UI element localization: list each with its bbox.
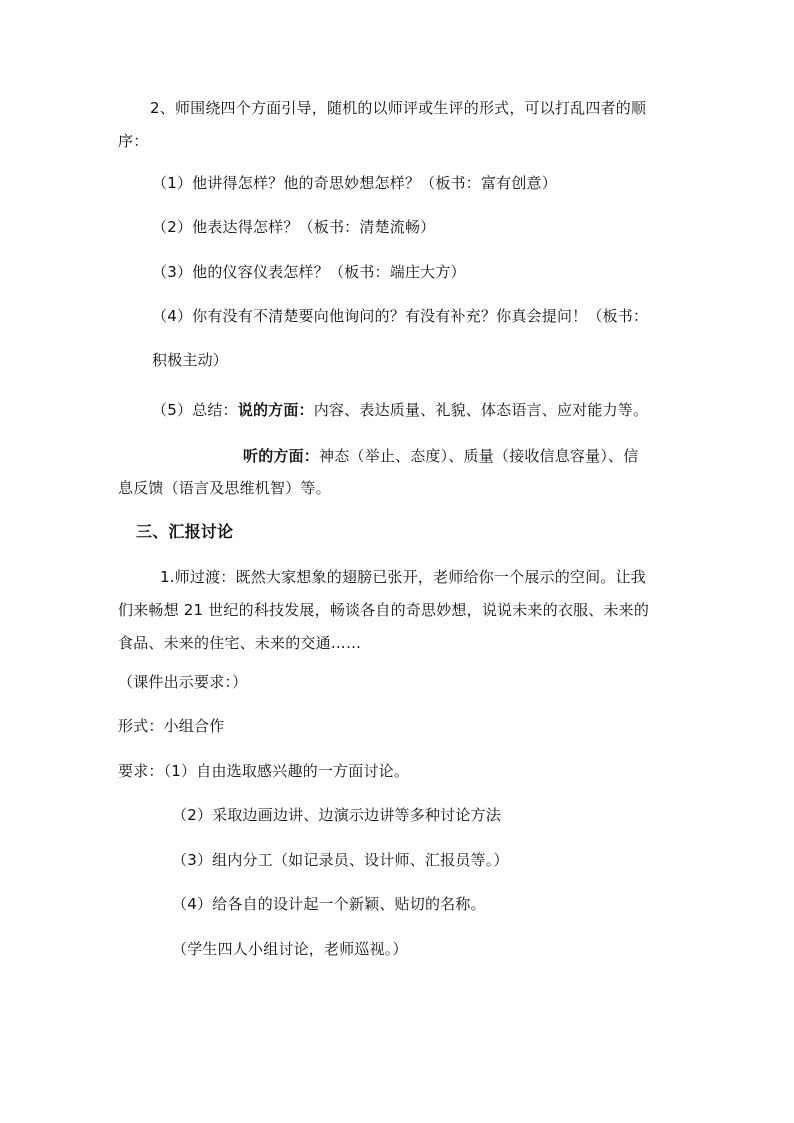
- listening-aspect-line1: [243, 446, 638, 466]
- requirement-1: 要求：（1）自由选取感兴趣的一方面讨论。: [118, 762, 410, 780]
- section3-p1-line2: 们来畅想 21 世纪的科技发展，畅谈各自的奇思妙想，说说未来的衣服、未来的: [118, 601, 650, 619]
- list-item-2: （2）他表达得怎样？（板书：清楚流畅）: [152, 218, 436, 236]
- listening-aspect-label: 听的方面：: [243, 447, 320, 465]
- section3-p1-line3: 食品、未来的住宅、未来的交通……: [118, 634, 362, 652]
- listening-aspect-line2: 息反馈（语言及思维机智）等。: [118, 479, 331, 497]
- list-item-4-line2: 积极主动）: [152, 351, 229, 369]
- list-item-4-line1: （4）你有没有不清楚要向他询问的？有没有补充？你真会提问！（板书：: [152, 307, 649, 325]
- section2-intro-line1: 2、师围绕四个方面引导，随机的以师评或生评的形式，可以打乱四者的顺: [150, 99, 647, 117]
- list-item-5: [152, 400, 648, 420]
- section2-intro-line2: 序：: [118, 132, 149, 150]
- speaking-aspect-label: 说的方面：: [237, 401, 314, 419]
- requirement-3: （3）组内分工（如记录员、设计师、汇报员等。）: [172, 851, 509, 869]
- speaking-aspect-text: 内容、表达质量、礼貌、体态语言、应对能力等。: [313, 401, 649, 419]
- requirement-2: （2）采取边画边讲、边演示边讲等多种讨论方法: [172, 806, 501, 824]
- list-item-3: （3）他的仪容仪表怎样？（板书：端庄大方）: [152, 263, 466, 281]
- listening-aspect-text: 神态（举止、态度）、质量（接收信息容量）、信: [319, 447, 639, 465]
- form-line: 形式：小组合作: [118, 717, 225, 735]
- discussion-note: （学生四人小组讨论，老师巡视。）: [172, 940, 408, 958]
- section3-heading: 三、汇报讨论: [136, 522, 234, 541]
- courseware-note: （课件出示要求：）: [118, 673, 248, 691]
- list-item-1: （1）他讲得怎样？他的奇思妙想怎样？（板书：富有创意）: [152, 174, 557, 192]
- summary-prefix: （5）总结：: [152, 401, 238, 419]
- requirement-4: （4）给各自的设计起一个新颖、贴切的名称。: [172, 895, 486, 913]
- section3-p1-line1: 1.师过渡：既然大家想象的翅膀已张开，老师给你一个展示的空间。让我: [160, 568, 646, 586]
